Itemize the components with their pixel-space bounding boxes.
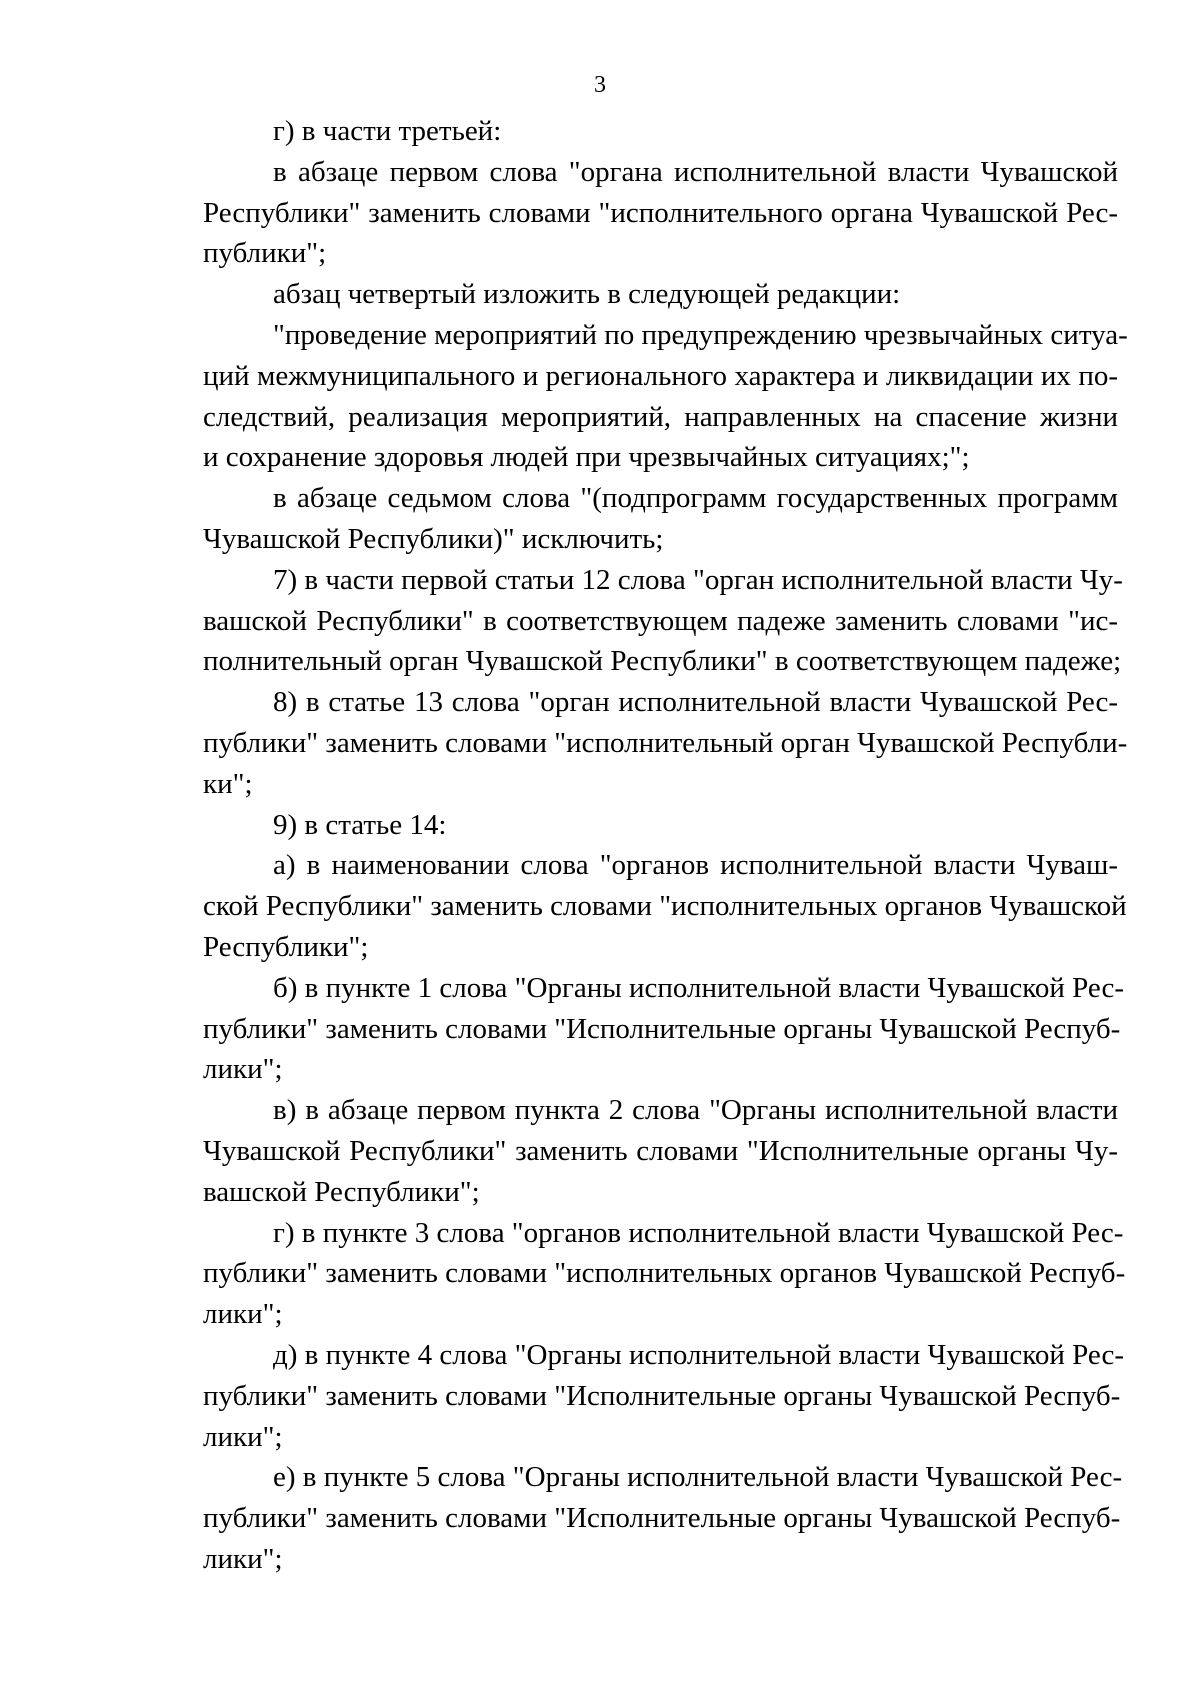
text-line: публики"; (203, 237, 327, 270)
text-line: публики" заменить словами "исполнительных органов Чувашской Респуб- (203, 1257, 1126, 1290)
text-line: Республики"; (203, 930, 369, 963)
text-line: и сохранение здоровья людей при чрезвычайных ситуациях;"; (203, 441, 970, 474)
paragraph (203, 845, 1127, 967)
text-line: лики"; (203, 1298, 283, 1331)
text-line: в) в абзаце первом пункта 2 слова "Органы исполнительной власти (273, 1094, 1118, 1127)
text-line: абзац четвертый изложить в следующей редакции: (273, 278, 901, 311)
text-line: г) в части третьей: (273, 115, 502, 147)
text-line: б) в пункте 1 слова "Органы исполнительной власти Чувашской Рес- (273, 971, 1124, 1004)
paragraph (203, 111, 1118, 152)
text-line: в абзаце седьмом слова "(подпрограмм государственных программ (273, 482, 1118, 515)
text-line: Чувашской Республики)" исключить; (203, 522, 664, 555)
page-number: 3 (594, 72, 606, 98)
text-line: публики" заменить словами "Исполнительные органы Чувашской Респуб- (203, 1379, 1121, 1412)
text-line: в абзаце первом слова "органа исполнительной власти Чувашской (273, 155, 1118, 188)
text-line: е) в пункте 5 слова "Органы исполнительной власти Чувашской Рес- (273, 1461, 1123, 1494)
paragraph (203, 315, 1128, 478)
text-line: г) в пункте 3 слова "органов исполнительной власти Чувашской Рес- (273, 1216, 1124, 1249)
paragraph (203, 1213, 1126, 1335)
paragraph (203, 478, 1118, 560)
paragraph (203, 968, 1124, 1090)
text-line: публики" заменить словами "исполнительный орган Чувашской Республи- (203, 726, 1128, 759)
paragraph (203, 805, 1118, 846)
paragraph (203, 560, 1123, 682)
paragraph (203, 1090, 1118, 1212)
text-line: 9) в статье 14: (273, 808, 447, 841)
text-line: следствий, реализация мероприятий, направленных на спасение жизни (203, 400, 1118, 433)
paragraph (203, 274, 1118, 315)
text-line: 8) в статье 13 слова "орган исполнительной власти Чувашской Рес- (273, 686, 1118, 719)
text-line: вашской Республики"; (203, 1175, 480, 1208)
text-line: "проведение мероприятий по предупреждению чрезвычайных ситуа- (273, 318, 1128, 351)
text-line: лики"; (203, 1053, 283, 1086)
text-line: а) в наименовании слова "органов исполнительной власти Чуваш- (273, 849, 1118, 882)
text-line: ской Республики" заменить словами "исполнительных органов Чувашской (203, 890, 1127, 923)
text-line: Республики" заменить словами "исполнительного органа Чувашской Рес- (203, 196, 1118, 229)
text-line: публики" заменить словами "Исполнительные органы Чувашской Респуб- (203, 1012, 1121, 1045)
text-line: д) в пункте 4 слова "Органы исполнительной власти Чувашской Рес- (273, 1338, 1124, 1371)
text-line: лики"; (203, 1542, 283, 1575)
text-line: ки"; (203, 767, 253, 800)
paragraph (203, 682, 1128, 804)
paragraph (203, 1335, 1124, 1457)
paragraph (203, 152, 1118, 274)
paragraph (203, 1457, 1123, 1579)
text-line: лики"; (203, 1420, 283, 1453)
text-line: Чувашской Республики" заменить словами "Исполнительные органы Чу- (203, 1134, 1118, 1167)
text-line: ций межмуниципального и регионального характера и ликвидации их по- (203, 359, 1118, 392)
text-line: 7) в части первой статьи 12 слова "орган исполнительной власти Чу- (273, 563, 1123, 596)
text-line: публики" заменить словами "Исполнительные органы Чувашской Респуб- (203, 1502, 1121, 1535)
text-line: полнительный орган Чувашской Республики" в соответствующем падеже; (203, 645, 1122, 678)
text-line: вашской Республики" в соответствующем падеже заменить словами "ис- (203, 604, 1118, 637)
document-body (203, 111, 1128, 1580)
